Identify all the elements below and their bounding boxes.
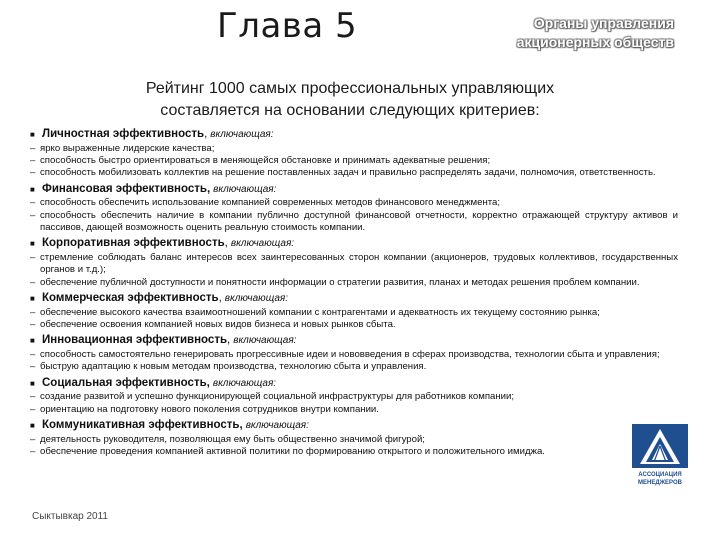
org-title-line2: акционерных обществ xyxy=(516,34,674,50)
section-including: включающая: xyxy=(224,293,288,305)
criterion-item xyxy=(30,252,678,277)
section-title xyxy=(30,333,678,349)
dash-bullet-icon: – xyxy=(30,276,36,288)
dash-bullet-icon: – xyxy=(30,348,36,360)
section-title xyxy=(30,236,678,252)
dash-bullet-icon: – xyxy=(30,403,36,415)
dash-bullet-icon: – xyxy=(30,167,36,179)
dash-bullet-icon: – xyxy=(30,142,36,154)
footer-city-year: Сыктывкар 2011 xyxy=(32,511,108,522)
section-name: Инновационная эффективность xyxy=(42,334,228,347)
criteria-list xyxy=(30,125,678,458)
dash-bullet-icon: – xyxy=(30,306,36,318)
section-including: включающая: xyxy=(210,129,274,140)
criterion-text: обеспечение публичной доступности и понятности информации о стратегии развития, планах и методах решения проблем компании. xyxy=(40,276,640,288)
criterion-text: деятельность руководителя, позволяющая ему быть общественно значимой фигурой; xyxy=(40,433,425,445)
criterion-item xyxy=(30,361,678,373)
criterion-text: обеспечение высокого качества взаимоотношений компании с контрагентами и адекватность их текущему состоянию рынка; xyxy=(40,306,600,318)
criterion-item xyxy=(30,434,678,446)
criterion-text: создание развитой и успешно функционирующей социальной инфраструктуры для работников компании; xyxy=(40,391,515,403)
section-name: Финансовая эффективность, xyxy=(42,182,211,195)
criterion-item xyxy=(30,197,678,209)
criterion-item xyxy=(30,319,678,331)
heading-line2: составляется на основании следующих критериев: xyxy=(160,102,540,119)
criterion-text: способность мобилизовать коллектив на решение поставленных задач и правильно распределять задачи, полномочия, ответственность. xyxy=(40,167,656,179)
criterion-text: обеспечение проведения компанией активной политики по формированию открытого и положительного имиджа. xyxy=(40,446,545,457)
section-title xyxy=(30,376,678,392)
section-including: включающая: xyxy=(233,335,297,347)
criterion-item xyxy=(30,446,678,458)
criterion-item xyxy=(30,143,678,155)
criterion-text: ориентацию на подготовку нового поколения сотрудников внутри компании. xyxy=(40,403,379,415)
square-bullet-icon: ■ xyxy=(30,378,35,388)
section-including: включающая: xyxy=(212,377,277,389)
section-including: включающая: xyxy=(245,420,309,432)
dash-bullet-icon: – xyxy=(30,391,36,403)
association-logo xyxy=(632,424,688,488)
dash-bullet-icon: – xyxy=(30,433,36,445)
criterion-item xyxy=(30,307,678,319)
section-name: Коммуникативная эффективность, xyxy=(42,419,243,432)
logo-text-line1: АССОЦИАЦИЯ xyxy=(638,472,682,478)
heading-line1: Рейтинг 1000 самых профессиональных управляющих xyxy=(145,80,555,97)
criterion-text: стремление соблюдать баланс интересов всех заинтересованных сторон компании (акционеров, трудовых коллективов, государственных органов и т.д.); xyxy=(40,251,678,276)
criterion-text: способность обеспечить наличие в компании публично доступной финансовой отчетности, корректно отражающей структуру активов и пассивов, дающей возможность оценить реальную стоимость компании. xyxy=(40,209,678,234)
section-including: включающая: xyxy=(213,183,277,195)
criterion-text: ярко выраженные лидерские качества; xyxy=(40,142,215,154)
section-name: Корпоративная эффективность xyxy=(42,237,225,250)
square-bullet-icon: ■ xyxy=(30,130,35,139)
dash-bullet-icon: – xyxy=(30,209,36,221)
section-title xyxy=(30,182,678,198)
criterion-item xyxy=(30,155,678,167)
criterion-item xyxy=(30,404,678,416)
criterion-text: способность быстро ориентироваться в меняющейся обстановке и принимать адекватные решения; xyxy=(40,154,491,166)
section-separator: , xyxy=(227,334,231,347)
org-title-line1: Органы управления xyxy=(533,15,674,31)
section-name: Коммерческая эффективность xyxy=(42,292,219,305)
criterion-text: способность обеспечить использование компанией современных методов финансового менеджмента; xyxy=(40,197,501,209)
section-including: включающая: xyxy=(230,238,295,250)
dash-bullet-icon: – xyxy=(30,446,36,457)
section-name: Социальная эффективность, xyxy=(42,376,210,389)
section-title xyxy=(30,127,678,143)
square-bullet-icon: ■ xyxy=(30,184,35,194)
criterion-item xyxy=(30,210,678,235)
dash-bullet-icon: – xyxy=(30,319,36,331)
dash-bullet-icon: – xyxy=(30,251,36,263)
section-name: Личностная эффективность xyxy=(42,128,205,140)
criterion-text: быструю адаптацию к новым методам производства, технологию сбыта и управления. xyxy=(40,361,427,373)
square-bullet-icon: ■ xyxy=(30,239,35,249)
square-bullet-icon: ■ xyxy=(30,421,35,431)
section-title xyxy=(30,418,678,434)
criterion-item xyxy=(30,277,678,289)
section-separator: , xyxy=(224,237,228,250)
square-bullet-icon: ■ xyxy=(30,336,35,346)
section-title xyxy=(30,291,678,307)
criterion-item xyxy=(30,391,678,403)
criterion-item xyxy=(30,167,678,179)
square-bullet-icon: ■ xyxy=(30,294,35,304)
logo-text-line2: МЕНЕДЖЕРОВ xyxy=(638,480,682,486)
chapter-title: Глава 5 xyxy=(217,6,358,46)
dash-bullet-icon: – xyxy=(30,197,36,209)
criterion-text: способность самостоятельно генерировать прогрессивные идеи и нововведения в сферах производства, технологии сбыта и управления; xyxy=(40,348,660,360)
criterion-text: обеспечение освоения компанией новых видов бизнеса и новых рынков сбыта. xyxy=(40,319,396,331)
slide-heading xyxy=(70,78,630,122)
org-title xyxy=(484,14,674,52)
section-separator: , xyxy=(218,292,222,305)
dash-bullet-icon: – xyxy=(30,361,36,373)
dash-bullet-icon: – xyxy=(30,154,36,166)
section-separator: , xyxy=(204,128,208,140)
criterion-item xyxy=(30,349,678,361)
